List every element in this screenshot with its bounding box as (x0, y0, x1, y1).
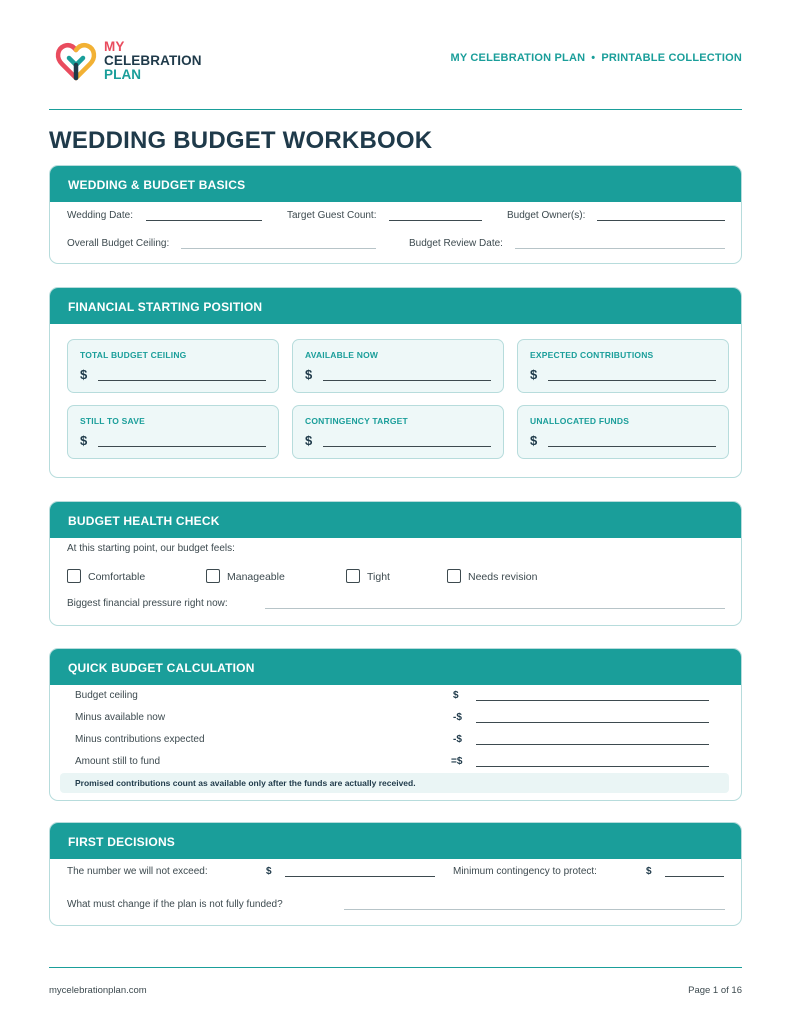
amount-field[interactable] (323, 446, 491, 447)
checkbox-label: Tight (367, 571, 390, 583)
card-title: AVAILABLE NOW (305, 350, 379, 360)
guest-count-label: Target Guest Count: (287, 210, 377, 221)
amount-field[interactable] (548, 446, 716, 447)
review-date-field[interactable] (515, 248, 725, 249)
must-change-field[interactable] (344, 909, 725, 910)
card-title: STILL TO SAVE (80, 416, 145, 426)
amount-field[interactable] (323, 380, 491, 381)
card-still-to-save (67, 405, 279, 459)
amount-field[interactable] (548, 380, 716, 381)
logo-line-1: MY (104, 39, 125, 54)
heart-pin-icon (53, 38, 99, 84)
calc-row-sign: $ (453, 690, 459, 701)
currency-symbol: $ (530, 433, 538, 448)
pressure-label: Biggest financial pressure right now: (67, 598, 228, 609)
calc-row-sign: -$ (453, 712, 462, 723)
budget-owner-field[interactable] (597, 220, 725, 221)
budget-ceiling-field[interactable] (181, 248, 376, 249)
checkbox-label: Manageable (227, 571, 285, 583)
calc-row-label: Budget ceiling (75, 690, 138, 701)
calc-row-field[interactable] (476, 722, 709, 723)
section-heading: FINANCIAL STARTING POSITION (50, 288, 741, 324)
section-heading: BUDGET HEALTH CHECK (50, 502, 741, 538)
calc-row-sign: =$ (451, 756, 463, 767)
guest-count-field[interactable] (389, 220, 482, 221)
checkbox-label: Needs revision (468, 571, 538, 583)
footer-website: mycelebrationplan.com (49, 985, 147, 996)
checkbox-comfortable[interactable] (67, 569, 81, 583)
page-title: WEDDING BUDGET WORKBOOK (49, 127, 433, 154)
calc-row-label: Minus available now (75, 712, 166, 723)
currency-symbol: $ (266, 866, 272, 877)
card-title: UNALLOCATED FUNDS (530, 416, 630, 426)
currency-symbol: $ (80, 433, 88, 448)
budget-owner-label: Budget Owner(s): (507, 210, 586, 221)
pressure-field[interactable] (265, 608, 725, 609)
review-date-label: Budget Review Date: (409, 238, 503, 249)
page-number: Page 1 of 16 (688, 985, 742, 996)
calc-row-field[interactable] (476, 766, 709, 767)
card-title: CONTINGENCY TARGET (305, 416, 408, 426)
footer-divider (49, 967, 742, 968)
not-exceed-field[interactable] (285, 876, 435, 877)
currency-symbol: $ (305, 433, 313, 448)
logo-line-2: CELEBRATION (104, 53, 202, 68)
header-tagline (450, 52, 742, 64)
budget-ceiling-label: Overall Budget Ceiling: (67, 238, 170, 249)
currency-symbol: $ (530, 367, 538, 382)
wedding-date-label: Wedding Date: (67, 210, 133, 221)
calc-row-label: Amount still to fund (75, 756, 161, 767)
section-basics (49, 165, 742, 264)
section-first-decisions (49, 822, 742, 926)
logo-line-3: PLAN (104, 67, 142, 82)
section-heading: WEDDING & BUDGET BASICS (50, 166, 741, 202)
calc-note: Promised contributions count as available only after the funds are actually received. (60, 773, 729, 793)
amount-field[interactable] (98, 380, 266, 381)
health-prompt: At this starting point, our budget feels: (67, 543, 235, 554)
section-quick-calculation (49, 648, 742, 801)
section-heading: FIRST DECISIONS (50, 823, 741, 859)
calc-row-field[interactable] (476, 744, 709, 745)
checkbox-needs-revision[interactable] (447, 569, 461, 583)
page-header (49, 32, 742, 110)
card-total-budget-ceiling (67, 339, 279, 393)
wedding-date-field[interactable] (146, 220, 262, 221)
separator: • (591, 52, 596, 64)
amount-field[interactable] (98, 446, 266, 447)
calc-row-sign: -$ (453, 734, 462, 745)
checkbox-manageable[interactable] (206, 569, 220, 583)
card-unallocated-funds (517, 405, 729, 459)
not-exceed-label: The number we will not exceed: (67, 866, 208, 877)
calc-row-label: Minus contributions expected (75, 734, 205, 745)
min-contingency-label: Minimum contingency to protect: (453, 866, 597, 877)
checkbox-tight[interactable] (346, 569, 360, 583)
min-contingency-field[interactable] (665, 876, 724, 877)
logo-wordmark (104, 40, 202, 82)
currency-symbol: $ (305, 367, 313, 382)
currency-symbol: $ (646, 866, 652, 877)
checkbox-label: Comfortable (88, 571, 146, 583)
card-available-now (292, 339, 504, 393)
card-contingency-target (292, 405, 504, 459)
must-change-label: What must change if the plan is not fully funded? (67, 899, 283, 910)
brand-name: MY CELEBRATION PLAN (450, 52, 586, 64)
logo (53, 37, 213, 85)
card-title: TOTAL BUDGET CEILING (80, 350, 187, 360)
section-health-check (49, 501, 742, 626)
card-title: EXPECTED CONTRIBUTIONS (530, 350, 654, 360)
section-heading: QUICK BUDGET CALCULATION (50, 649, 741, 685)
card-expected-contributions (517, 339, 729, 393)
collection-name: PRINTABLE COLLECTION (601, 52, 742, 64)
calc-row-field[interactable] (476, 700, 709, 701)
currency-symbol: $ (80, 367, 88, 382)
section-financial-position (49, 287, 742, 478)
